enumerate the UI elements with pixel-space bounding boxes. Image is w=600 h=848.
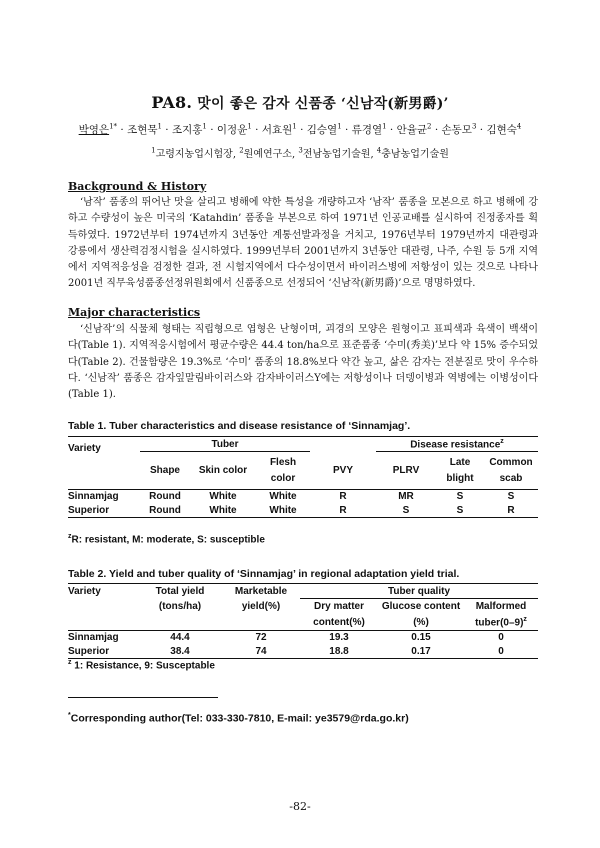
table2-col-drymatter-unit: content(%) xyxy=(313,616,365,628)
affiliation-name: 원예연구소 xyxy=(243,149,292,160)
table1-col-skin: Skin color xyxy=(198,465,248,476)
table2-cell: 74 xyxy=(255,645,267,657)
page-number: -82- xyxy=(289,800,311,813)
table2-cell: 72 xyxy=(255,632,267,644)
table2-cell: 18.8 xyxy=(329,645,349,657)
author-name: 이정윤 xyxy=(216,124,248,136)
table1-col-scab: Common scab xyxy=(489,456,533,484)
table1-cell: S xyxy=(456,491,464,503)
affiliation-mark: 1 xyxy=(151,146,156,155)
table2-variety-cell: Sinnamjag xyxy=(68,632,119,644)
table2-note: $^z$ 1: Resistance, 9: Susceptable xyxy=(68,659,215,672)
table2-cell: 0 xyxy=(498,645,504,657)
paper-title xyxy=(0,93,600,113)
table2-row xyxy=(68,631,538,645)
table2-marketable-header: Marketable xyxy=(234,585,288,597)
table1-cell: White xyxy=(269,504,297,516)
table1-col-pvy: PVY xyxy=(332,464,353,476)
major-characteristics-paragraph xyxy=(68,322,538,403)
table1-col-plrv: PLRV xyxy=(392,465,420,476)
table2-col-malformed: Malformed xyxy=(475,601,527,613)
author-name: 조현묵 xyxy=(127,124,158,136)
author-list: 박영은$^{1*}$ · 조현묵$^1$ · 조지홍$^1$ · 이정윤$^1$ · 서효원$^1$ · 김승열$^1$ · 류경열$^1$ · 안율균$^2$ · 손동모$^3$ · 김현숙$^4$ xyxy=(78,122,522,136)
table1-col-lateblight: Late blight xyxy=(446,456,474,484)
author-name: 손동모 xyxy=(441,124,472,136)
table2-row xyxy=(68,645,538,659)
table2-total-yield-unit: (tons/ha) xyxy=(158,601,202,612)
author-name: 박영은 xyxy=(78,124,110,136)
table2-col-glucose-unit: (%) xyxy=(413,616,429,628)
author-affiliation-mark: 1* xyxy=(109,122,118,131)
table1-caption: Table 1. Tuber characteristics and disease resistance of ‘Sinnamjag’. xyxy=(68,420,411,432)
table2-variety-cell: Superior xyxy=(68,645,110,657)
author-name: 김승열 xyxy=(306,124,338,136)
title-text: 맛이 좋은 감자 신품종 ‘신남작(新男爵)’ xyxy=(197,96,449,112)
author-affiliation-mark: 1 xyxy=(382,122,387,131)
affiliation-mark: 4 xyxy=(376,146,382,155)
table1-col-flesh: Flesh color xyxy=(269,456,297,484)
table1-variety-cell: Superior xyxy=(68,504,110,516)
major-characteristics-text: ‘신남작’의 식물체 형태는 직립형으로 엽형은 난형이며, 괴경의 모양은 원형이고 표피색과 육색이 백색이다(Table 1). 지역적응시험에서 평균수량은 44.4 ton/ha으로 표준품종 ‘수미(秀美)’보다 약 15% 증수되었다(Table 2). 건물함량은 19.3%로 ‘수미’ 품종의 18.8%보다 약간 높고, 삶은 감자는 전분질로 맛이 우수하다. ‘신남작’ 품종은 감자잎말림바이러스와 감자바이러스Y에는 저항성이나 더뎅이병과 역병에는 이병성이다(Table 1). xyxy=(68,324,538,401)
table1-variety-header: Variety xyxy=(68,443,101,454)
table1-cell: S xyxy=(402,504,410,516)
background-heading: Background & History xyxy=(68,180,207,193)
author-affiliation-mark: 1 xyxy=(157,122,162,131)
table2-col-malformed-unit: $tuber(0-9)^z$ xyxy=(475,616,527,629)
table1-cell: White xyxy=(269,491,297,503)
author-affiliation-mark: 2 xyxy=(427,122,432,131)
affiliation-name: 충남농업기술원 xyxy=(381,149,449,160)
table2-cell: 0.17 xyxy=(411,645,431,657)
table1-cell: MR xyxy=(398,491,414,503)
author-name: 서효원 xyxy=(261,124,293,136)
table1-cell: S xyxy=(456,504,464,516)
table2-cell: 0.15 xyxy=(411,632,431,644)
author-affiliation-mark: 1 xyxy=(337,122,342,131)
affiliation-list: $^1$고령지농업시험장, $^2$원예연구소, $^3$전남농업기술원, $^4$충남농업기술원 xyxy=(151,146,449,160)
table2-cell: 38.4 xyxy=(170,645,190,657)
footnote-rule xyxy=(68,697,218,698)
table2-cell: 44.4 xyxy=(170,632,190,644)
table1-cell: R xyxy=(339,491,347,503)
author-name: 류경열 xyxy=(351,124,383,136)
corresponding-author-footnote: *Corresponding author(Tel: 033-330-7810, E-mail: ye3579@rda.go.kr) xyxy=(68,712,409,725)
table1-cell: Round xyxy=(149,491,181,503)
table1-cell: S xyxy=(507,491,515,503)
table1-disease-header: Disease resistance$^z$ xyxy=(376,437,538,452)
table1-row xyxy=(68,504,538,518)
table2-variety-header: Variety xyxy=(68,586,101,597)
table1 xyxy=(68,436,538,518)
table2-quality-header: Tuber quality xyxy=(300,584,538,599)
table1-note: $^z$R: resistant, M: moderate, S: susceptible xyxy=(68,533,265,546)
author-name: 김현숙 xyxy=(486,124,517,136)
author-affiliation-mark: 1 xyxy=(247,122,252,131)
table2-cell: 0 xyxy=(498,632,504,644)
table1-cell: White xyxy=(209,491,237,503)
author-affiliation-mark: 1 xyxy=(292,122,297,131)
affiliation-name: 전남농업기술원 xyxy=(302,149,371,160)
affiliation-mark: 2 xyxy=(239,146,244,155)
author-affiliation-mark: 3 xyxy=(471,122,477,131)
affiliation-mark: 3 xyxy=(298,146,303,155)
table2-cell: 19.3 xyxy=(329,632,349,644)
author-affiliation-mark: 4 xyxy=(516,122,522,131)
major-characteristics-heading: Major characteristics xyxy=(68,306,201,319)
table2 xyxy=(68,583,538,659)
background-text: ‘남작’ 품종의 뛰어난 맛을 살리고 병해에 약한 특성을 개량하고자 ‘남작’ 품종을 모본으로 하고 병해에 강하고 수량성이 높은 미국의 ‘Katahdin’ 품종을 부본으로 하여 1971년 인공교배를 실시하여 진정종자를 획득하였다. 1972년부터 1974년까지 3년동안 계통선발과정을 거치고, 1976년부터 1979년까지 대관령과 강릉에서 생산력검정시험을 실시하였다. 1999년부터 2001년까지 3년동안 대관령, 나주, 수원 등 5개 지역에서 지역적응성을 검정한 결과, 전 시험지역에서 다수성이면서 바이러스병에 저항성이 있는 것으로 나타나 2001년 직무육성품종선정위원회에서 신품종으로 선정되어 ‘신남작(新男爵)’으로 명명하였다. xyxy=(68,197,538,290)
author-name: 안율균 xyxy=(396,124,428,136)
table2-marketable-unit: yield(%) xyxy=(241,601,281,612)
table1-cell: White xyxy=(209,504,237,516)
table1-col-shape: Shape xyxy=(149,465,180,476)
table2-col-glucose: Glucose content xyxy=(381,601,461,613)
table2-total-yield-header: Total yield xyxy=(155,585,205,597)
table2-col-drymatter: Dry matter xyxy=(313,601,365,613)
author-affiliation-mark: 1 xyxy=(202,122,207,131)
table1-cell: R xyxy=(339,504,347,516)
table1-cell: R xyxy=(507,504,515,516)
background-paragraph xyxy=(68,195,538,293)
table1-cell: Round xyxy=(149,504,181,516)
table1-variety-cell: Sinnamjag xyxy=(68,491,119,503)
table1-tuber-header: Tuber xyxy=(140,437,310,452)
table1-row xyxy=(68,490,538,504)
abstract-code: PA8. xyxy=(151,93,193,112)
affiliation-name: 고령지농업시험장 xyxy=(155,149,233,160)
table2-caption: Table 2. Yield and tuber quality of ‘Sinnamjag’ in regional adaptation yield trial. xyxy=(68,568,460,580)
author-name: 조지홍 xyxy=(171,124,203,136)
